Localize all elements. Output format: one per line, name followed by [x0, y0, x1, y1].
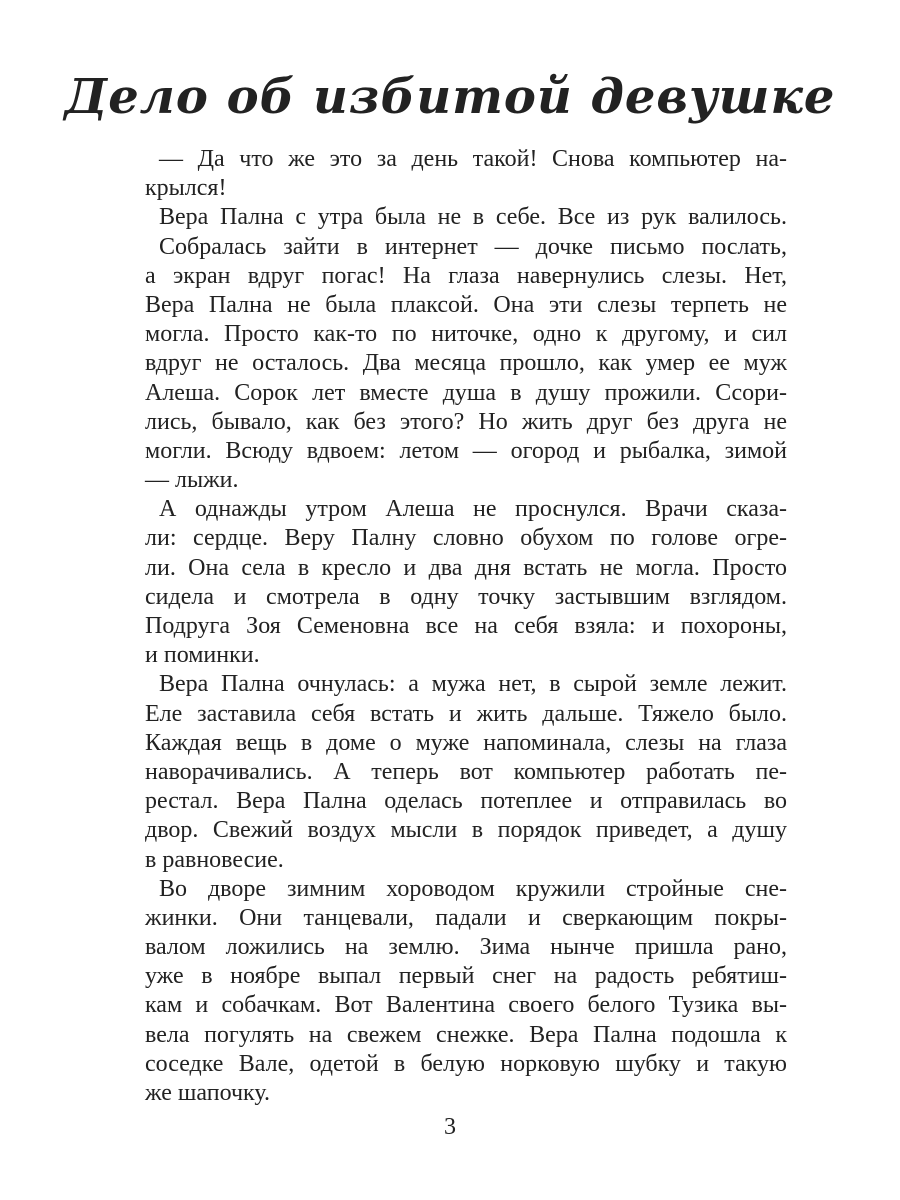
text-line: а экран вдруг погас! На глаза навернулись слезы. Нет,: [145, 262, 787, 289]
text-line: ли. Она села в кресло и два дня встать не могла. Просто: [145, 554, 787, 581]
text-line: Алеша. Сорок лет вместе душа в душу прожили. Ссори-: [145, 379, 787, 406]
text-line: соседке Вале, одетой в белую норковую шубку и такую: [145, 1050, 787, 1077]
text-line: уже в ноябре выпал первый снег на радость ребятиш-: [145, 963, 787, 990]
text-line: крылся!: [145, 175, 227, 202]
text-line: Во дворе зимним хороводом кружили стройные сне-: [159, 875, 787, 902]
text-line: лись, бывало, как без этого? Но жить друг без друга не: [145, 408, 787, 435]
text-line: могла. Просто как-то по ниточке, одно к другому, и сил: [145, 321, 787, 348]
text-line: могли. Всюду вдвоем: летом — огород и рыбалка, зимой: [145, 437, 787, 464]
text-line: Вера Пална не была плаксой. Она эти слезы терпеть не: [145, 291, 787, 318]
text-line: Собралась зайти в интернет — дочке письмо послать,: [159, 233, 787, 260]
chapter-title: Дело об избитой девушке: [64, 69, 836, 125]
body-text: [145, 145, 787, 1108]
text-line: валом ложились на землю. Зима нынче пришла рано,: [145, 934, 787, 961]
text-line: А однажды утром Алеша не проснулся. Врачи сказа-: [159, 496, 787, 523]
text-line: кам и собачкам. Вот Валентина своего белого Тузика вы-: [145, 992, 787, 1019]
text-line: ли: сердце. Веру Палну словно обухом по голове огре-: [145, 525, 787, 552]
text-line: — лыжи.: [145, 467, 239, 494]
text-line: наворачивались. А теперь вот компьютер работать пе-: [145, 758, 787, 785]
text-line: Еле заставила себя встать и жить дальше. Тяжело было.: [145, 700, 787, 727]
text-line: вдруг не осталось. Два месяца прошло, как умер ее муж: [145, 350, 787, 377]
text-line: жинки. Они танцевали, падали и сверкающим покры-: [145, 904, 787, 931]
text-line: сидела и смотрела в одну точку застывшим взглядом.: [145, 583, 787, 610]
text-line: Вера Пална очнулась: а мужа нет, в сырой земле лежит.: [159, 671, 787, 698]
text-line: же шапочку.: [145, 1080, 270, 1106]
text-line: двор. Свежий воздух мысли в порядок приведет, а душу: [145, 817, 787, 844]
text-line: — Да что же это за день такой! Снова компьютер на-: [159, 146, 787, 172]
text-line: рестал. Вера Пална оделась потеплее и отправилась во: [145, 788, 787, 815]
text-line: Вера Пална с утра была не в себе. Все из рук валилось.: [159, 204, 787, 231]
text-line: вела погулять на свежем снежке. Вера Пална подошла к: [145, 1021, 787, 1048]
text-line: в равновесие.: [145, 846, 284, 873]
page-number: 3: [444, 1114, 456, 1140]
text-line: Каждая вещь в доме о муже напоминала, слезы на глаза: [145, 729, 787, 756]
text-line: Подруга Зоя Семеновна все на себя взяла: и похороны,: [145, 613, 787, 639]
text-line: и поминки.: [145, 642, 260, 669]
